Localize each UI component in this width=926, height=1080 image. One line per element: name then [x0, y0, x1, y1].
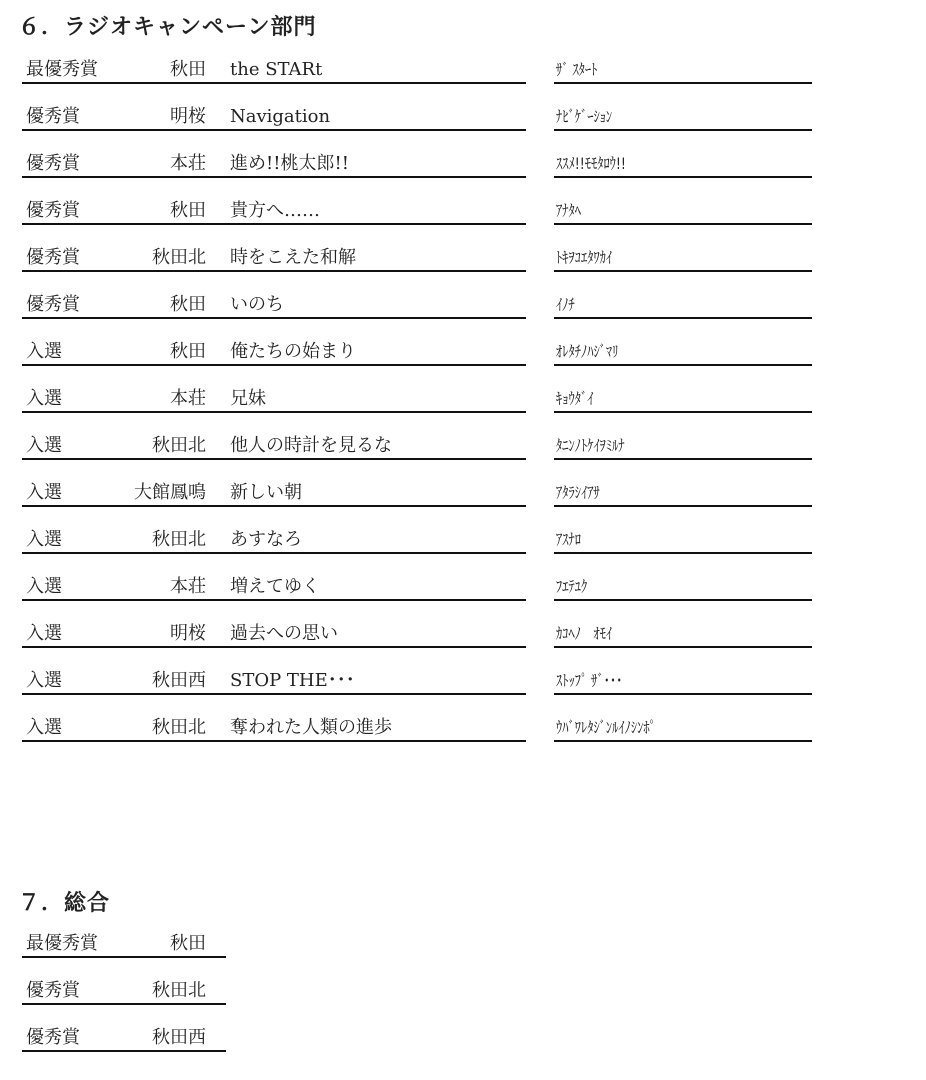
underline — [22, 317, 526, 319]
title-reading: ﾌｴﾃﾕｸ — [556, 577, 588, 596]
title-reading: ｲﾉﾁ — [556, 295, 575, 314]
award-label: 入選 — [26, 482, 62, 503]
title-reading: ｳﾊﾞﾜﾚﾀｼﾞﾝﾙｲﾉｼﾝﾎﾟ — [556, 718, 656, 737]
title-reading: ｽｽﾒ!!ﾓﾓﾀﾛｳ!! — [556, 154, 626, 173]
underline — [554, 176, 812, 178]
underline — [554, 364, 812, 366]
school-name: 秋田北 — [152, 980, 206, 1001]
work-title: 貴方へ…… — [230, 200, 320, 221]
award-label: 入選 — [26, 341, 62, 362]
work-title: 新しい朝 — [230, 482, 302, 503]
school-name: 秋田 — [170, 341, 206, 362]
school-name: 本荘 — [170, 576, 206, 597]
award-label: 入選 — [26, 529, 62, 550]
underline — [554, 505, 812, 507]
school-name: 秋田北 — [152, 529, 206, 550]
work-title: STOP THE･･･ — [230, 670, 355, 691]
award-label: 最優秀賞 — [26, 933, 98, 954]
work-title: 奪われた人類の進歩 — [230, 717, 392, 738]
title-reading: ｶｺﾍﾉ ｵﾓｲ — [556, 624, 613, 643]
underline — [554, 223, 812, 225]
underline — [22, 693, 526, 695]
underline — [22, 270, 526, 272]
underline — [22, 646, 526, 648]
underline — [22, 411, 526, 413]
underline — [554, 646, 812, 648]
title-reading: ﾅﾋﾞｹﾞｰｼｮﾝ — [556, 107, 613, 126]
underline — [22, 1003, 226, 1005]
school-name: 秋田 — [170, 200, 206, 221]
section-7-heading: ７．総合 — [18, 890, 111, 916]
work-title: 過去への思い — [230, 623, 338, 644]
title-reading: ｱﾅﾀﾍ — [556, 201, 581, 220]
title-reading: ｽﾄｯﾌﾟ ｻﾞ･･･ — [556, 671, 623, 690]
underline — [554, 270, 812, 272]
award-label: 入選 — [26, 623, 62, 644]
underline — [554, 317, 812, 319]
work-title: Navigation — [230, 106, 331, 127]
award-label: 入選 — [26, 576, 62, 597]
underline — [22, 82, 526, 84]
work-title: the STARt — [230, 59, 323, 80]
award-label: 優秀賞 — [26, 294, 80, 315]
underline — [22, 176, 526, 178]
underline — [554, 411, 812, 413]
school-name: 秋田 — [170, 59, 206, 80]
work-title: いのち — [230, 294, 284, 315]
work-title: 俺たちの始まり — [230, 341, 356, 362]
award-label: 優秀賞 — [26, 200, 80, 221]
school-name: 秋田西 — [152, 670, 206, 691]
school-name: 秋田西 — [152, 1027, 206, 1048]
title-reading: ｱｽﾅﾛ — [556, 530, 581, 549]
underline — [22, 458, 526, 460]
underline — [554, 129, 812, 131]
award-label: 優秀賞 — [26, 980, 80, 1001]
title-reading: ｻﾞ ｽﾀｰﾄ — [556, 60, 598, 79]
work-title: 時をこえた和解 — [230, 247, 356, 268]
school-name: 秋田 — [170, 294, 206, 315]
award-label: 優秀賞 — [26, 247, 80, 268]
underline — [22, 364, 526, 366]
award-label: 優秀賞 — [26, 153, 80, 174]
award-label: 入選 — [26, 670, 62, 691]
underline — [22, 956, 226, 958]
underline — [22, 552, 526, 554]
award-label: 優秀賞 — [26, 106, 80, 127]
underline — [554, 693, 812, 695]
title-reading: ﾀﾆﾝﾉﾄｹｲｦﾐﾙﾅ — [556, 436, 625, 455]
school-name: 秋田 — [170, 933, 206, 954]
work-title: 増えてゆく — [230, 576, 320, 597]
title-reading: ｷｮｳﾀﾞｲ — [556, 389, 594, 408]
section-6-heading: ６．ラジオキャンペーン部門 — [18, 14, 317, 40]
school-name: 明桜 — [170, 106, 206, 127]
underline — [554, 82, 812, 84]
school-name: 大館鳳鳴 — [134, 482, 206, 503]
work-title: 兄妹 — [230, 388, 266, 409]
school-name: 秋田北 — [152, 717, 206, 738]
work-title: 進め!!桃太郎!! — [230, 153, 349, 174]
award-label: 最優秀賞 — [26, 59, 98, 80]
work-title: あすなろ — [230, 529, 302, 550]
school-name: 秋田北 — [152, 247, 206, 268]
school-name: 本荘 — [170, 153, 206, 174]
underline — [22, 505, 526, 507]
school-name: 秋田北 — [152, 435, 206, 456]
underline — [22, 1050, 226, 1052]
underline — [554, 740, 812, 742]
underline — [554, 552, 812, 554]
underline — [22, 129, 526, 131]
underline — [22, 740, 526, 742]
underline — [554, 458, 812, 460]
award-label: 入選 — [26, 388, 62, 409]
underline — [554, 599, 812, 601]
award-label: 優秀賞 — [26, 1027, 80, 1048]
work-title: 他人の時計を見るな — [230, 435, 392, 456]
title-reading: ｵﾚﾀﾁﾉﾊｼﾞﾏﾘ — [556, 342, 619, 361]
title-reading: ﾄｷｦｺｴﾀﾜｶｲ — [556, 248, 613, 267]
award-label: 入選 — [26, 717, 62, 738]
school-name: 本荘 — [170, 388, 206, 409]
underline — [22, 223, 526, 225]
title-reading: ｱﾀﾗｼｲｱｻ — [556, 483, 600, 502]
award-label: 入選 — [26, 435, 62, 456]
school-name: 明桜 — [170, 623, 206, 644]
underline — [22, 599, 526, 601]
